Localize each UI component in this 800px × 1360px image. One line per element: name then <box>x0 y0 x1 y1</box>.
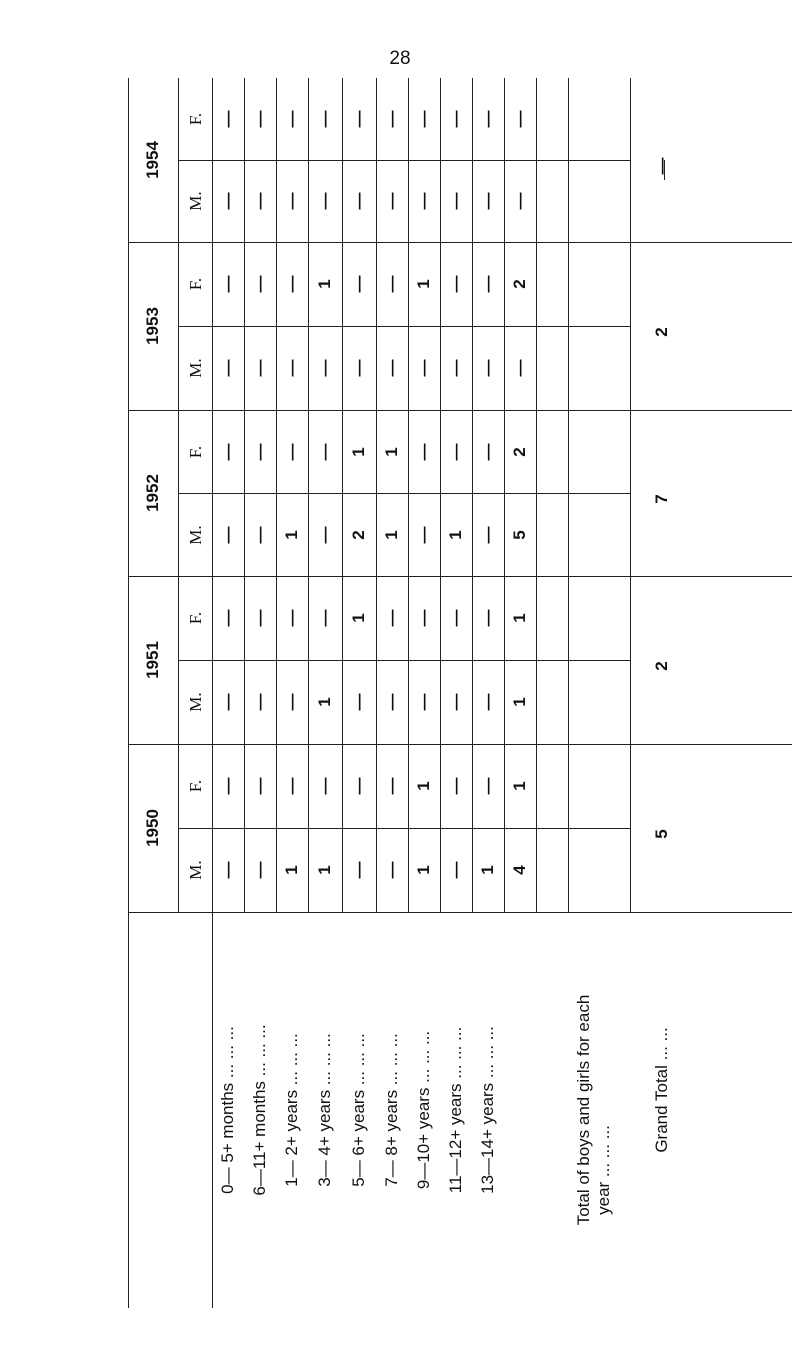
cell-1952-f-0: — <box>218 443 237 460</box>
column-rule-0 <box>212 78 213 912</box>
cell-1954-f-0: — <box>218 110 237 128</box>
cell-1952-m-4: 2 <box>349 529 368 540</box>
cell-1953-m-2: — <box>282 359 301 377</box>
cell-1952-f-6: — <box>414 443 433 460</box>
year-border-1953 <box>128 410 792 411</box>
year-header-1950: 1950 <box>143 809 162 847</box>
cell-1952-f-9: 2 <box>510 446 529 457</box>
cell-1951-f-6: — <box>414 609 433 627</box>
cell-1951-f-2: — <box>282 609 301 627</box>
total-label-line2: year ... ... ... <box>594 1125 613 1215</box>
sex-split-1951 <box>178 660 630 661</box>
cell-1954-m-8: — <box>478 192 497 210</box>
row-label-0: 0— 5+ months ... ... ... <box>218 1026 237 1194</box>
cell-1951-m-4: — <box>349 693 368 711</box>
column-rule-4 <box>342 78 343 912</box>
year-border-1954 <box>128 242 792 243</box>
cell-1951-f-3: — <box>315 609 334 627</box>
cell-1950-f-6: 1 <box>414 781 433 791</box>
page-number: 28 <box>389 48 411 69</box>
cell-1954-f-8: — <box>478 110 497 128</box>
female-header-1952: F. <box>186 445 205 458</box>
cell-1953-f-1: — <box>250 275 269 293</box>
cell-1953-f-5: — <box>382 275 401 293</box>
cell-1953-m-4: — <box>349 359 368 377</box>
cell-1952-m-5: 1 <box>382 529 401 540</box>
cell-1950-m-0: — <box>218 861 237 879</box>
cell-1953-f-8: — <box>478 275 497 293</box>
total-label-line1: Total of boys and girls for each <box>574 994 593 1226</box>
cell-1951-m-1: — <box>250 693 269 711</box>
cell-1954-m-3: — <box>315 192 334 210</box>
label-band-border <box>128 912 792 913</box>
cell-1953-f-4: — <box>349 275 368 293</box>
statistics-table <box>128 78 792 1308</box>
cell-1954-m-9: — <box>510 192 529 210</box>
year-header-1951: 1951 <box>143 641 162 679</box>
cell-1951-m-2: — <box>282 693 301 711</box>
female-header-1951: F. <box>186 611 205 625</box>
sex-split-1952 <box>178 493 630 494</box>
cell-1954-m-4: — <box>349 192 368 210</box>
cell-1950-f-5: — <box>382 777 401 795</box>
cell-1953-f-9: 2 <box>510 279 529 289</box>
cell-1951-f-9: 1 <box>510 613 529 623</box>
cell-1950-m-3: 1 <box>315 865 334 875</box>
cell-1952-f-3: — <box>315 443 334 460</box>
male-header-1952: M. <box>186 524 205 545</box>
column-rule-8 <box>472 78 473 912</box>
cell-1954-m-0: — <box>218 192 237 210</box>
sex-split-1954 <box>178 160 630 161</box>
row-label-6: 9—10+ years ... ... ... <box>414 1030 433 1190</box>
cell-1954-f-3: — <box>315 110 334 128</box>
male-header-1953: M. <box>186 358 205 378</box>
row-label-8: 13—14+ years ... ... ... <box>478 1026 497 1194</box>
cell-1953-m-9: — <box>510 359 529 377</box>
cell-1953-m-1: — <box>250 359 269 377</box>
cell-1954-f-7: — <box>446 110 465 128</box>
row-label-1: 6—11+ months ... ... ... <box>250 1024 269 1196</box>
grand-total-label: Grand Total ... ... <box>652 1027 671 1153</box>
cell-1951-f-0: — <box>218 609 237 627</box>
cell-1951-f-1: — <box>250 609 269 627</box>
cell-1954-m-5: — <box>382 192 401 210</box>
cell-1950-f-9: 1 <box>510 781 529 791</box>
cell-1951-f-7: — <box>446 609 465 627</box>
row-label-7: 11—12+ years ... ... ... <box>446 1026 465 1194</box>
column-rule-11 <box>568 78 569 912</box>
row-label-5: 7— 8+ years ... ... ... <box>382 1033 401 1187</box>
cell-1953-f-2: — <box>282 275 301 293</box>
cell-1950-f-3: — <box>315 777 334 795</box>
sex-split-1950 <box>178 828 630 829</box>
cell-1951-m-5: — <box>382 693 401 711</box>
cell-1954-m-1: — <box>250 192 269 210</box>
cell-1950-f-4: — <box>349 777 368 795</box>
cell-1954-m-7: — <box>446 192 465 210</box>
cell-1952-f-1: — <box>250 443 269 460</box>
cell-1950-f-1: — <box>250 777 269 795</box>
cell-1954-m-6: — <box>414 192 433 210</box>
cell-1952-f-7: — <box>446 443 465 460</box>
cell-1952-m-3: — <box>315 526 334 543</box>
cell-1950-m-7: — <box>446 861 465 879</box>
cell-1950-m-9: 4 <box>510 865 529 875</box>
cell-1952-m-6: — <box>414 526 433 543</box>
cell-1950-m-2: 1 <box>282 865 301 875</box>
male-header-1950: M. <box>186 860 205 880</box>
year-header-1952: 1952 <box>143 474 162 512</box>
cell-1953-m-0: — <box>218 359 237 377</box>
cell-1950-m-5: — <box>382 861 401 879</box>
year-header-1954: 1954 <box>143 141 162 179</box>
sex-split-1953 <box>178 326 630 327</box>
female-header-1950: F. <box>186 779 205 793</box>
column-rule-2 <box>276 78 277 912</box>
year-border-1952 <box>128 576 792 577</box>
cell-1952-f-2: — <box>282 443 301 460</box>
cell-1953-f-3: 1 <box>315 279 334 289</box>
cell-1950-f-0: — <box>218 777 237 795</box>
sex-header-border <box>178 78 179 912</box>
cell-1954-f-2: — <box>282 110 301 128</box>
row-label-2: 1— 2+ years ... ... ... <box>282 1033 301 1187</box>
cell-1950-f-2: — <box>282 777 301 795</box>
cell-1952-m-9: 5 <box>510 529 529 540</box>
cell-1954-f-5: — <box>382 110 401 128</box>
cell-1952-m-7: 1 <box>446 529 465 540</box>
cell-1951-f-5: — <box>382 609 401 627</box>
cell-1952-m-8: — <box>478 526 497 543</box>
cell-1951-m-3: 1 <box>315 697 334 707</box>
cell-1954-f-1: — <box>250 110 269 128</box>
cell-1951-f-4: 1 <box>349 613 368 623</box>
grand-total-1953: 2 <box>652 327 671 337</box>
column-rule-6 <box>408 78 409 912</box>
row-label-3: 3— 4+ years ... ... ... <box>315 1033 334 1187</box>
grand-total-1954: — <box>652 157 671 175</box>
column-rule-7 <box>440 78 441 912</box>
grand-total-1951: 2 <box>652 661 671 671</box>
cell-1952-f-4: 1 <box>349 446 368 457</box>
cell-1952-f-5: 1 <box>382 446 401 457</box>
cell-1953-m-6: — <box>414 359 433 377</box>
cell-1952-m-0: — <box>218 526 237 543</box>
column-rule-9 <box>504 78 505 912</box>
cell-1951-m-0: — <box>218 693 237 711</box>
cell-1950-m-4: — <box>349 861 368 879</box>
year-border-1951 <box>128 744 792 745</box>
cell-1952-m-2: 1 <box>282 529 301 540</box>
cell-1953-f-0: — <box>218 275 237 293</box>
female-header-1954: F. <box>186 112 205 126</box>
cell-1953-m-8: — <box>478 359 497 377</box>
year-header-1953: 1953 <box>143 307 162 345</box>
table-border-left <box>128 78 129 1308</box>
cell-1950-m-6: 1 <box>414 865 433 875</box>
female-header-1953: F. <box>186 277 205 291</box>
column-rule-10 <box>536 78 537 912</box>
cell-1953-m-3: — <box>315 359 334 377</box>
male-header-1954: M. <box>186 191 205 211</box>
cell-1953-f-6: 1 <box>414 279 433 289</box>
male-header-1951: M. <box>186 692 205 712</box>
cell-1951-m-9: 1 <box>510 697 529 707</box>
cell-1951-f-8: — <box>478 609 497 627</box>
cell-1950-f-7: — <box>446 777 465 795</box>
cell-1951-m-6: — <box>414 693 433 711</box>
column-rule-5 <box>376 78 377 912</box>
cell-1954-f-6: — <box>414 110 433 128</box>
column-rule-1 <box>244 78 245 912</box>
grand-total-rule <box>630 78 631 912</box>
cell-1950-m-1: — <box>250 861 269 879</box>
column-rule-3 <box>308 78 309 912</box>
cell-1953-f-7: — <box>446 275 465 293</box>
cell-1950-f-8: — <box>478 777 497 795</box>
cell-1952-m-1: — <box>250 526 269 543</box>
row-label-4: 5— 6+ years ... ... ... <box>349 1033 368 1187</box>
cell-1953-m-7: — <box>446 359 465 377</box>
cell-1951-m-8: — <box>478 693 497 711</box>
cell-1954-f-9: — <box>510 110 529 128</box>
cell-1951-m-7: — <box>446 693 465 711</box>
cell-1952-f-8: — <box>478 443 497 460</box>
cell-1954-f-4: — <box>349 110 368 128</box>
cell-1953-m-5: — <box>382 359 401 377</box>
cell-1954-m-2: — <box>282 192 301 210</box>
cell-1950-m-8: 1 <box>478 865 497 875</box>
grand-total-1950: 5 <box>652 829 671 839</box>
label-column-border <box>212 912 213 1308</box>
grand-total-1952: 7 <box>652 494 671 504</box>
